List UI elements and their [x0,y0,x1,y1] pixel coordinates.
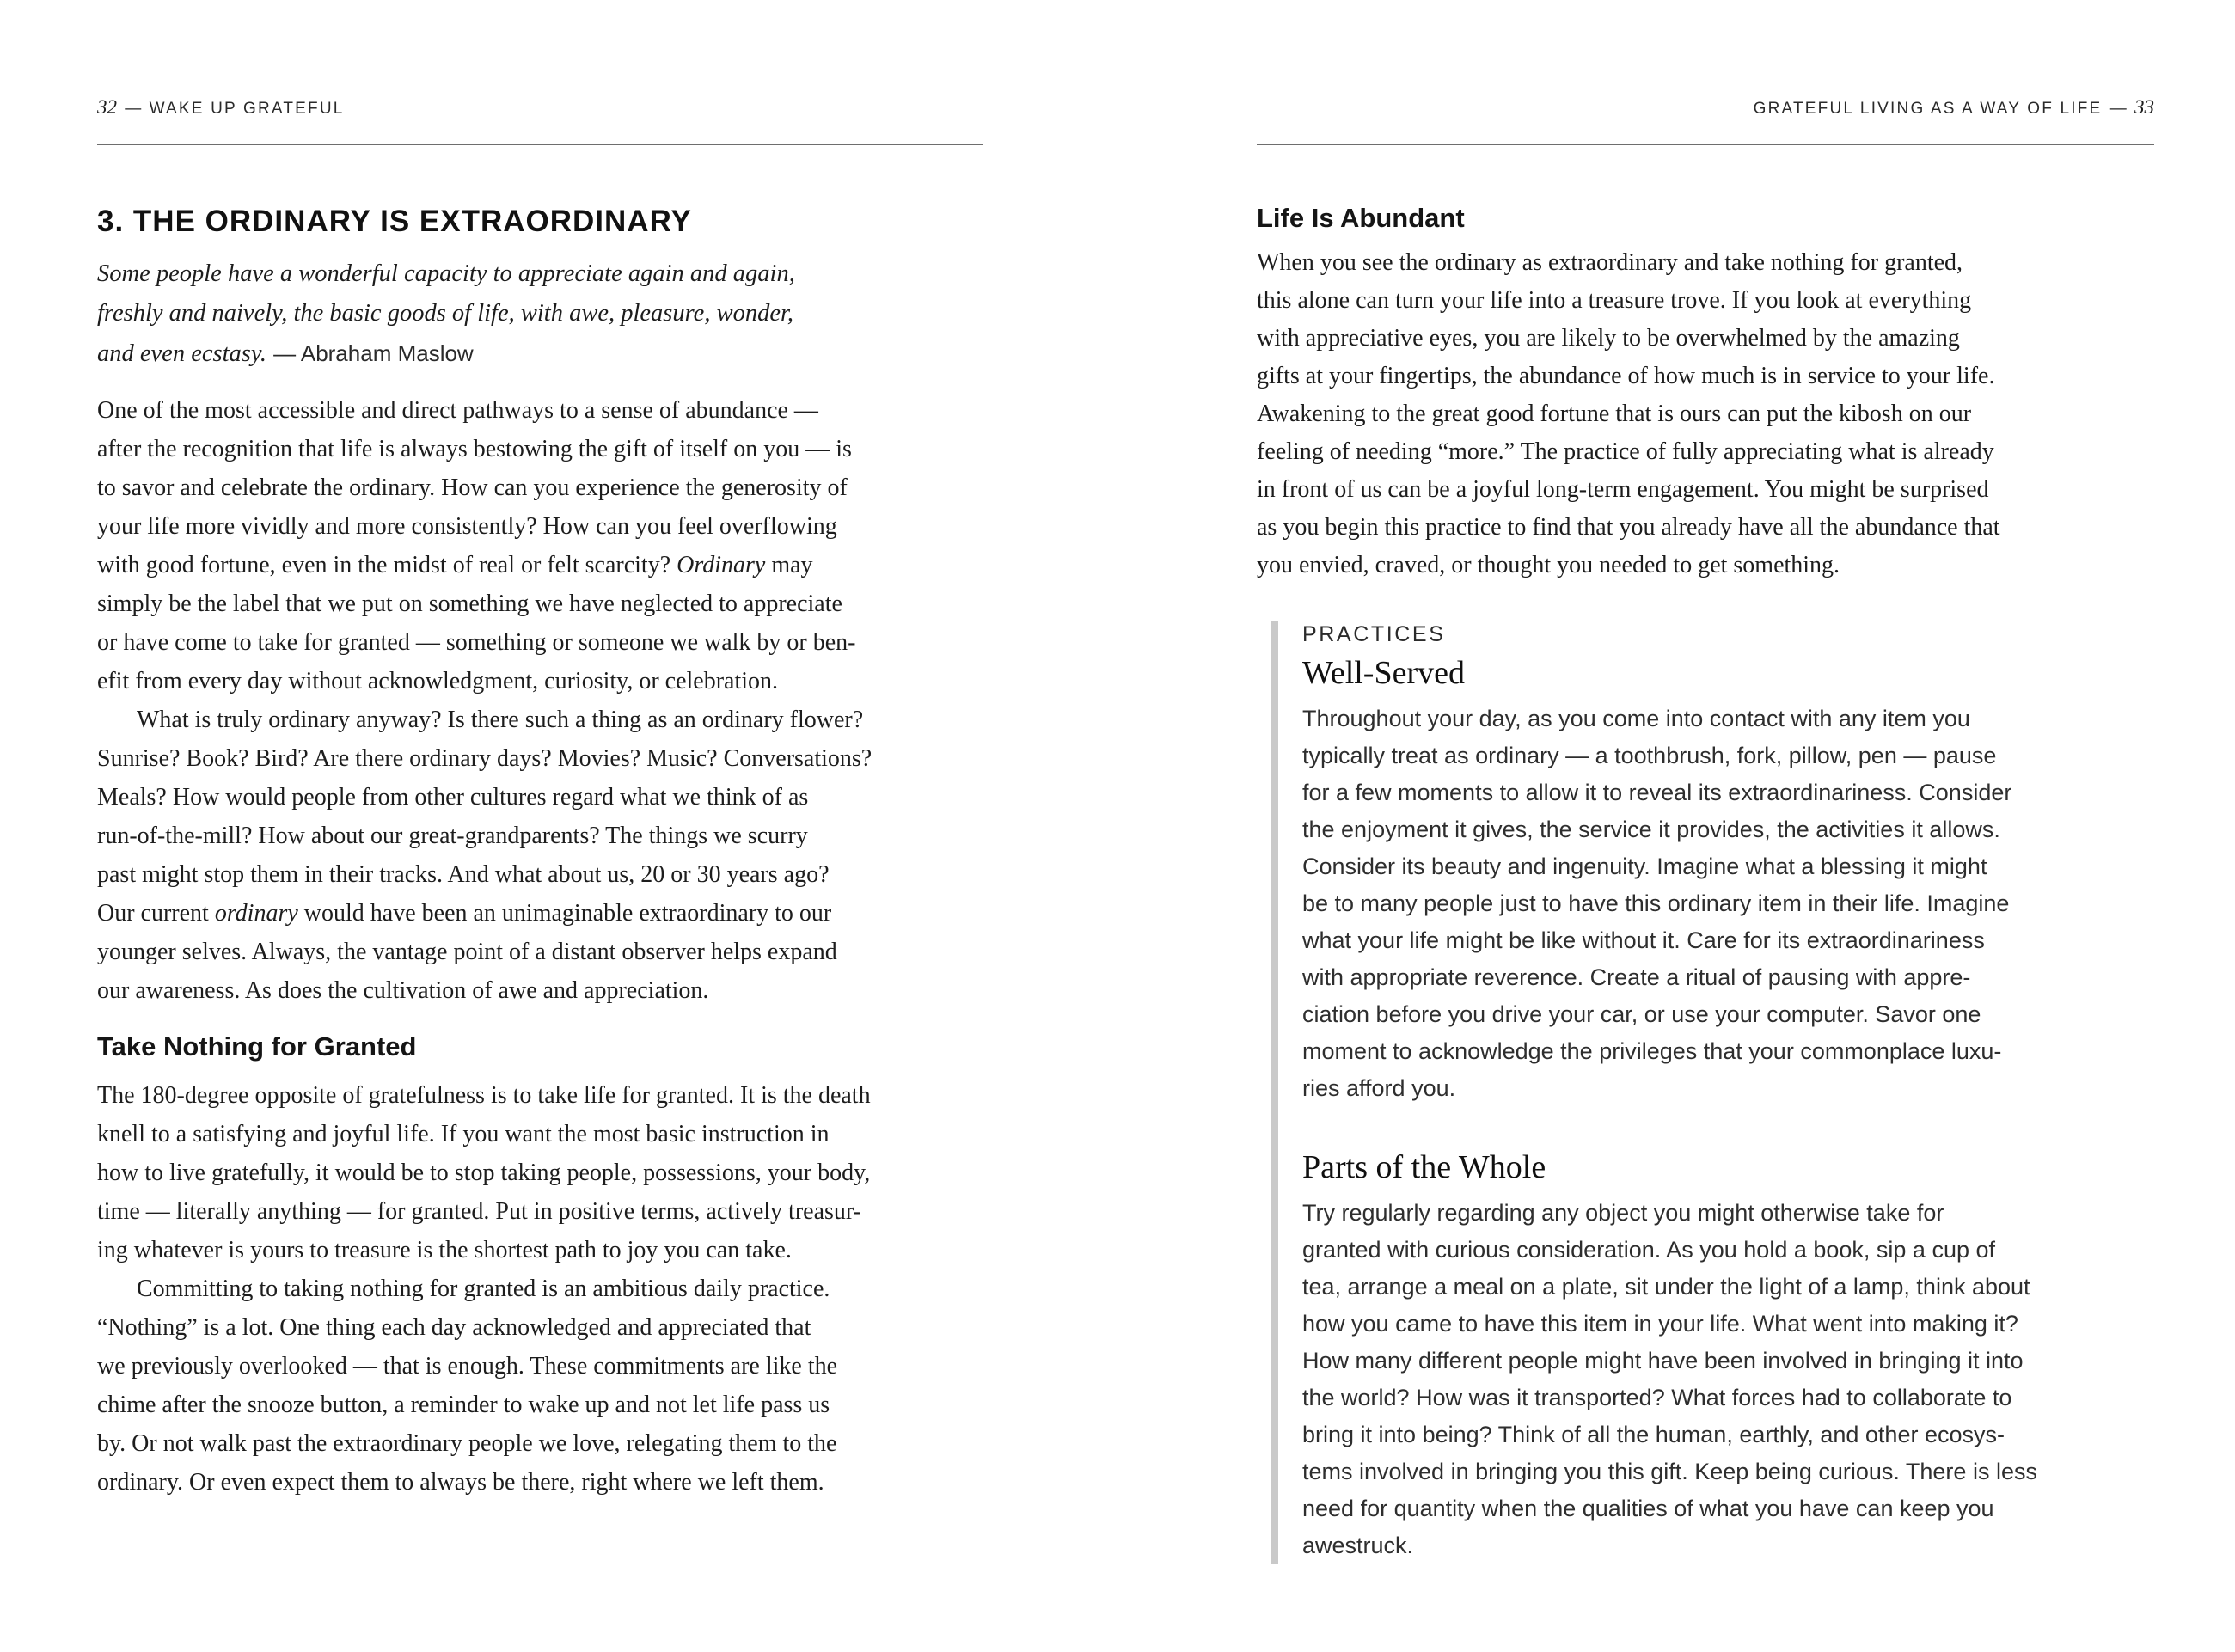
text-line: with appreciative eyes, you are likely to be overwhelmed by the amazing [1257,325,1960,352]
epigraph-quote [97,254,795,374]
text-line: ciation before you drive your car, or use your computer. Savor one [1302,1001,1981,1027]
quote-line [97,333,795,374]
text-line: what your life might be like without it. Care for its extraordinariness [1302,927,1985,953]
text-line: When you see the ordinary as extraordinary and take nothing for granted, [1257,249,1963,276]
text-line: knell to a satisfying and joyful life. If you want the most basic instruction in [97,1121,830,1147]
text-line: for a few moments to allow it to reveal its extraordinariness. Consider [1302,780,2012,805]
practice-title: Parts of the Whole [1302,1149,1546,1185]
practices-block [1271,621,2154,1564]
text-line: simply be the label that we put on something we have neglected to appreciate [97,590,842,617]
text-line: Try regularly regarding any object you might otherwise take for [1302,1200,1944,1226]
text-line: time — literally anything — for granted. Put in positive terms, actively treasur- [97,1198,861,1225]
running-head-left [97,96,983,119]
quote-line: Some people have a wonderful capacity to appreciate again and again, [97,260,795,287]
text-line: need for quantity when the qualities of what you have can keep you [1302,1496,1994,1521]
text-line: feeling of needing “more.” The practice of fully appreciating what is already [1257,438,1994,465]
text-line: How many different people might have been involved in bringing it into [1302,1348,2024,1374]
text-line: typically treat as ordinary — a toothbrush, fork, pillow, pen — pause [1302,743,1997,768]
body-paragraph [97,1076,871,1270]
practices-label: PRACTICES [1302,622,1446,646]
text-line: granted with curious consideration. As you hold a book, sip a cup of [1302,1237,1995,1263]
text-line: “Nothing” is a lot. One thing each day acknowledged and appreciated that [97,1314,811,1341]
text-line: Meals? How would people from other cultures regard what we think of as [97,784,809,811]
text-line: the enjoyment it gives, the service it provides, the activities it allows. [1302,817,2000,842]
text-line: how to live gratefully, it would be to stop taking people, possessions, your body, [97,1159,871,1186]
text-line: One of the most accessible and direct pathways to a sense of abundance — [97,397,818,424]
running-head-title-right: GRATEFUL LIVING AS A WAY OF LIFE [1753,100,2103,118]
text-line: Our current ordinary would have been an unimaginable extraordinary to our [97,900,832,927]
body-paragraph [97,701,872,1010]
practice-paragraph [1302,1195,2154,1564]
text-line: ing whatever is yours to treasure is the shortest path to joy you can take. [97,1237,792,1263]
text-line: younger selves. Always, the vantage point of a distant observer helps expand [97,939,837,965]
text-line: ries afford you. [1302,1075,1456,1101]
text-line: awestruck. [1302,1533,1414,1558]
text-line: be to many people just to have this ordinary item in their life. Imagine [1302,890,2010,916]
text-line: how you came to have this item in your life. What went into making it? [1302,1311,2018,1337]
header-separator: — [2105,100,2131,118]
text-line: moment to acknowledge the privileges that your commonplace luxu- [1302,1038,2002,1064]
text-line: the world? How was it transported? What forces had to collaborate to [1302,1385,2012,1410]
text-line: tea, arrange a meal on a plate, sit under the light of a lamp, think about [1302,1274,2030,1300]
running-head-right [1257,96,2154,119]
quote-line: freshly and naively, the basic goods of life, with awe, pleasure, wonder, [97,300,794,327]
text-line: chime after the snooze button, a reminder to wake up and not let life pass us [97,1392,830,1418]
text-line: with good fortune, even in the midst of real or felt scarcity? Ordinary may [97,552,813,578]
text-line: you envied, craved, or thought you needed to get something. [1257,552,1840,578]
text-line: or have come to take for granted — something or someone we walk by or ben- [97,629,856,656]
text-line: by. Or not walk past the extraordinary people we love, relegating them to the [97,1430,837,1457]
text-line: gifts at your fingertips, the abundance of how much is in service to your life. [1257,363,1995,389]
text-line: tems involved in bringing you this gift. Keep being curious. There is less [1302,1459,2037,1484]
text-line: What is truly ordinary anyway? Is there such a thing as an ordinary flower? [137,707,864,733]
page-number-left: 32 [97,96,117,118]
text-line: run-of-the-mill? How about our great-grandparents? The things we scurry [97,823,808,849]
header-separator: — [120,100,146,118]
text-line: as you begin this practice to find that you already have all the abundance that [1257,514,2000,541]
right-page [1257,0,2154,1652]
practice-paragraph [1302,701,2154,1107]
quote-attribution: — Abraham Maslow [273,340,474,366]
text-line: this alone can turn your life into a treasure trove. If you look at everything [1257,287,1972,314]
body-paragraph [97,1270,837,1502]
header-rule-right [1257,144,2154,145]
subsection-heading-right: Life Is Abundant [1257,203,1465,233]
text-line: to savor and celebrate the ordinary. How can you experience the generosity of [97,474,848,501]
text-line: ordinary. Or even expect them to always be there, right where we left them. [97,1469,824,1496]
text-line: with appropriate reverence. Create a ritual of pausing with appre- [1302,964,1971,990]
left-page [97,0,983,1652]
quote-last-text: and even ecstasy. [97,340,267,367]
header-rule-left [97,144,983,145]
text-line: efit from every day without acknowledgment, curiosity, or celebration. [97,668,779,694]
text-line: Sunrise? Book? Bird? Are there ordinary days? Movies? Music? Conversations? [97,745,873,772]
body-paragraph [97,391,856,701]
text-line: in front of us can be a joyful long-term engagement. You might be surprised [1257,476,1989,503]
text-line: we previously overlooked — that is enough. These commitments are like the [97,1353,838,1380]
text-line: Awakening to the great good fortune that is ours can put the kibosh on our [1257,401,1972,427]
practice-title: Well-Served [1302,655,1465,691]
text-line: bring it into being? Think of all the human, earthly, and other ecosys- [1302,1422,2005,1447]
text-line: Throughout your day, as you come into contact with any item you [1302,706,1970,731]
subsection-heading-left: Take Nothing for Granted [97,1031,417,1062]
text-line: The 180-degree opposite of gratefulness is to take life for granted. It is the death [97,1082,871,1109]
text-line: your life more vividly and more consistently? How can you feel overflowing [97,513,837,540]
body-paragraph [1257,244,2000,584]
running-head-title-left: WAKE UP GRATEFUL [149,100,345,118]
page-number-right: 33 [2134,96,2154,118]
chapter-section-title: 3. THE ORDINARY IS EXTRAORDINARY [97,205,692,238]
text-line: after the recognition that life is always bestowing the gift of itself on you — is [97,436,852,462]
text-line: Committing to taking nothing for granted is an ambitious daily practice. [137,1276,830,1302]
text-line: Consider its beauty and ingenuity. Imagine what a blessing it might [1302,854,1987,879]
text-line: our awareness. As does the cultivation of awe and appreciation. [97,977,709,1004]
text-line: past might stop them in their tracks. And what about us, 20 or 30 years ago? [97,861,830,888]
